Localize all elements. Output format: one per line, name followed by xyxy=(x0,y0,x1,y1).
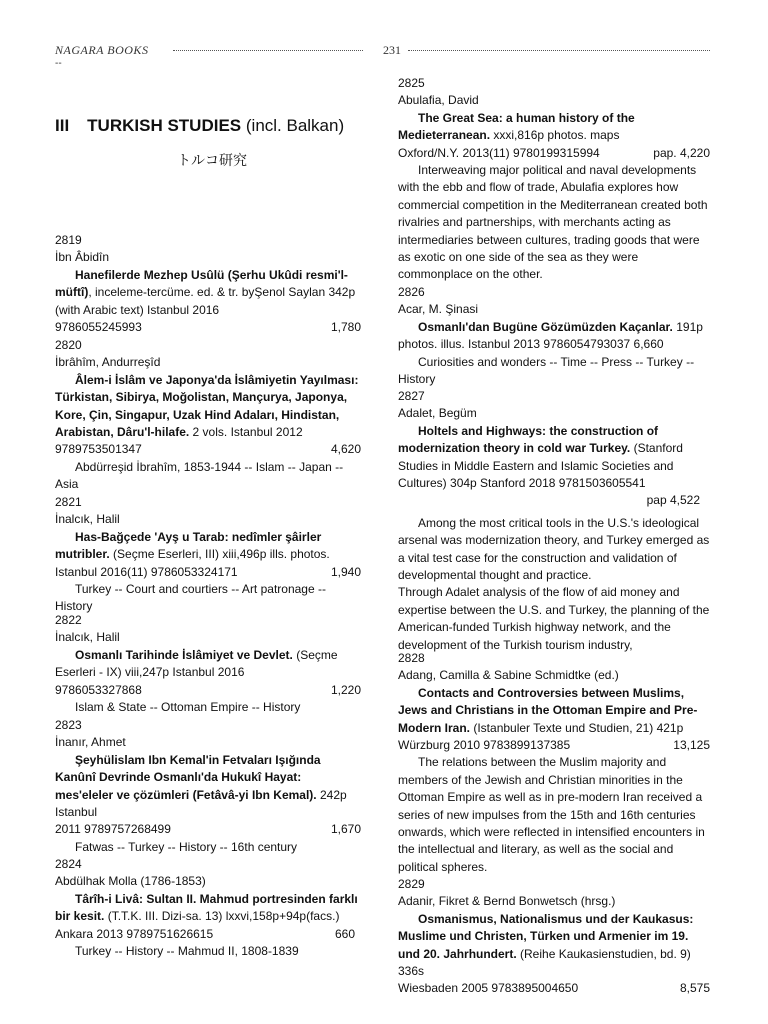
entry-author: Abulafia, David xyxy=(398,93,479,108)
entry-author: Abdülhak Molla (1786-1853) xyxy=(55,874,206,889)
section-roman: III xyxy=(55,116,70,135)
entry-abstract: Among the most critical tools in the U.S.'s ideological arsenal was modernization theory, and Turkey emerged as a vital test case for the construction and validation of developmental thought and practice. xyxy=(398,515,710,583)
entry-details: 242p Istanbul xyxy=(55,787,347,820)
entry-isbn-price xyxy=(55,319,361,336)
entry-details: (Istanbuler Texte und Studien, 21) 421p xyxy=(470,720,684,735)
entry-imprint-price xyxy=(55,821,361,838)
entry-details: , inceleme-tercüme. ed. & tr. byŞenol Saylan 342p (with Arabic text) Istanbul 2016 xyxy=(55,285,356,317)
entry-title: Âlem-i İslâm ve Japonya'da İslâmiyetin Yayılması: Türkistan, Sibirya, Moğolistan, Mançurya, Japonya, Kore, Çin, Singapur, Uzak Hind Adaları, Hindistan, Arabistan, Dâru'l-hilafe. 2 vols. Istanbul 2012 xyxy=(55,372,359,440)
entry-number: 2821 xyxy=(55,495,82,509)
entry-number: 2827 xyxy=(398,389,425,403)
entry-imprint: Würzburg 2010 9783899137385 xyxy=(398,738,571,753)
entry-imprint-price xyxy=(55,926,361,943)
header-leader-left xyxy=(173,50,363,51)
entry-details: (T.T.K. III. Dizi-sa. 13) lxxvi,158p+94p(facs.) xyxy=(104,909,340,924)
header-leader-right xyxy=(408,50,710,51)
entry-isbn: 9786053327868 xyxy=(55,682,142,697)
entry-author: İbrâhîm, Andurreşîd xyxy=(55,355,161,370)
entry-title: Osmanlı Tarihinde İslâmiyet ve Devlet. (Seçme Eserleri - IX) viii,247p Istanbul 2016 xyxy=(55,647,338,680)
entry-isbn-price xyxy=(55,441,361,458)
entry-author: İbn Âbidîn xyxy=(55,250,110,265)
entry-title: Şeyhülislam Ibn Kemal'in Fetvaları Işığında Kanûnî Devrinde Osmanlı'da Hukukî Hayat: mes'eleler ve çözümleri (Fetâvâ-yi Ibn Kemal). 242p Istanbul xyxy=(55,752,347,820)
entry-price: 1,220 xyxy=(330,682,361,697)
entry-details: (Seçme Eserleri, III) xiii,496p ills. photos. xyxy=(109,547,330,562)
entry-details: 191p xyxy=(672,319,703,334)
entry-price: pap. 4,220 xyxy=(653,145,710,160)
entry-details: 2 vols. Istanbul 2012 xyxy=(189,425,303,440)
entry-number: 2829 xyxy=(398,877,425,891)
entry-price: 1,780 xyxy=(330,320,361,335)
catalog-entry-2819 xyxy=(55,232,361,336)
catalog-entry-2828 xyxy=(398,650,710,876)
entry-imprint-price xyxy=(398,737,710,754)
entry-details: (Reihe Kaukasienstudien, bd. 9) 336s xyxy=(398,946,691,979)
entry-author: İnalcık, Halil xyxy=(55,512,120,527)
entry-title: Has-Bağçede 'Ayş u Tarab: nedîmler şâirler mutribler. (Seçme Eserleri, III) xiii,496p ills. photos. xyxy=(55,529,330,562)
entry-price: 4,620 xyxy=(330,442,361,457)
entry-title: Holtels and Highways: the construction of modernization theory in cold war Turkey. (Stanford Studies in Middle Eastern and Islamic Societies and Cultures) 304p Stanford 2018 9781503605541 xyxy=(398,423,683,491)
entry-number: 2826 xyxy=(398,285,425,299)
entry-number: 2824 xyxy=(55,857,82,871)
entry-abstract-continued: Through Adalet analysis of the flow of aid money and expertise between the U.S. and Turkey, the planning of the American-funded Turkish highway network, and the development of the Turkish tourism industry, xyxy=(398,585,710,652)
entry-number: 2820 xyxy=(55,338,82,352)
catalog-entry-2825 xyxy=(398,75,710,284)
entry-imprint: photos. illus. Istanbul 2013 9786054793037 6,660 xyxy=(398,337,664,352)
catalog-entry-2822 xyxy=(55,612,361,716)
entry-details: (Stanford Studies in Middle Eastern and Islamic Societies and Cultures) 304p Stanford 2018 9781503605541 xyxy=(398,441,683,491)
entry-number: 2819 xyxy=(55,233,82,247)
entry-title: Osmanismus, Nationalismus und der Kaukasus: Muslime und Christen, Türken und Armenier im 19. und 20. Jahrhundert. (Reihe Kaukasienstudien, bd. 9) 336s xyxy=(398,911,694,979)
entry-author: Adalet, Begüm xyxy=(398,406,477,421)
entry-subjects: Curiosities and wonders -- Time -- Press -- Turkey -- History xyxy=(398,354,695,387)
entry-price: 660 xyxy=(334,926,355,941)
entry-price: 13,125 xyxy=(673,738,710,753)
entry-price: 1,940 xyxy=(330,564,361,579)
entry-title: The Great Sea: a human history of the Medieterranean. xxxi,816p photos. maps xyxy=(398,110,635,143)
entry-details: xxxi,816p photos. maps xyxy=(490,128,620,143)
catalog-entry-2829 xyxy=(398,876,710,998)
entry-title: Osmanlı'dan Bugüne Gözümüzden Kaçanlar. 191p xyxy=(418,319,703,334)
entry-isbn: 9786055245993 xyxy=(55,320,142,335)
entry-subjects: Abdürreşid İbrahîm, 1853-1944 -- Islam -- Japan -- Asia xyxy=(55,459,344,492)
entry-details: (Seçme Eserleri - IX) viii,247p Istanbul 2016 xyxy=(55,647,338,680)
entry-number: 2823 xyxy=(55,718,82,732)
entry-abstract: The relations between the Muslim majority and members of the Jewish and Christian minorities in the Ottoman Empire as well as in pre-modern Iran received a series of new impulses from the 15th and 16th centuries onwards, which were reflected in intensified encounters in the intellectual and literary, as well as the social and political spheres. xyxy=(398,755,705,874)
section-heading xyxy=(55,116,344,136)
entry-author: İnalcık, Halil xyxy=(55,630,120,645)
entry-imprint-price xyxy=(55,564,361,581)
entry-isbn: 9789753501347 xyxy=(55,442,142,457)
entry-isbn-price xyxy=(55,682,361,699)
header-brand: NAGARA BOOKS xyxy=(55,43,149,57)
catalog-entry-2821 xyxy=(55,494,361,616)
entry-subjects: Turkey -- Court and courtiers -- Art patronage -- History xyxy=(55,582,326,614)
entry-author: Adang, Camilla & Sabine Schmidtke (ed.) xyxy=(398,668,619,683)
entry-author: Adanir, Fikret & Bernd Bonwetsch (hrsg.) xyxy=(398,894,616,909)
section-japanese-title: トルコ研究 xyxy=(177,152,247,168)
entry-price: pap 4,522 xyxy=(646,493,700,508)
section-subtitle: (incl. Balkan) xyxy=(245,116,345,135)
catalog-entry-2820 xyxy=(55,337,361,494)
entry-number: 2828 xyxy=(398,651,425,665)
entry-number: 2822 xyxy=(55,613,82,627)
entry-imprint: 2011 9789757268499 xyxy=(55,822,171,837)
entry-imprint: Istanbul 2016(11) 9786053324171 xyxy=(55,564,238,579)
entry-title: Hanefilerde Mezhep Usûlü (Şerhu Ukûdi resmi'l-müftî), inceleme-tercüme. ed. & tr. byŞenol Saylan 342p (with Arabic text) Istanbul 2016 xyxy=(55,267,356,317)
entry-title: Contacts and Controversies between Muslims, Jews and Christians in the Ottoman Empire and Pre-Modern Iran. (Istanbuler Texte und Studien, 21) 421p xyxy=(398,685,698,735)
entry-author: Acar, M. Şinasi xyxy=(398,302,479,317)
section-title: TURKISH STUDIES xyxy=(87,116,242,135)
entry-subjects: Islam & State -- Ottoman Empire -- History xyxy=(75,700,301,715)
entry-subjects: Fatwas -- Turkey -- History -- 16th century xyxy=(75,839,298,854)
catalog-entry-2823 xyxy=(55,717,361,856)
entry-subjects: Turkey -- History -- Mahmud II, 1808-1839 xyxy=(75,944,299,959)
entry-imprint-price xyxy=(398,980,710,997)
entry-imprint: Ankara 2013 9789751626615 xyxy=(55,926,214,941)
page-number: 231 xyxy=(383,43,401,57)
entry-number: 2825 xyxy=(398,76,425,90)
entry-price: 8,575 xyxy=(679,981,710,996)
entry-imprint: Oxford/N.Y. 2013(11) 9780199315994 xyxy=(398,145,600,160)
header-continuation-mark: -- xyxy=(55,58,62,69)
catalog-entry-2824 xyxy=(55,856,361,960)
catalog-entry-2826 xyxy=(398,284,710,388)
entry-imprint-price xyxy=(398,145,710,162)
entry-abstract: Interweaving major political and naval developments with the ebb and flow of trade, Abulafia explores how commercial competition in the Mediterranean created both rivalries and partnerships, with merchants acting as intermediaries between cultures, trading goods that were as exotic on one side of the sea as they were commonplace on the other. xyxy=(398,163,708,282)
catalog-entry-2827 xyxy=(398,388,710,654)
entry-price: 1,670 xyxy=(330,822,361,837)
entry-author: İnanır, Ahmet xyxy=(55,735,126,750)
entry-title: Târîh-i Livâ: Sultan II. Mahmud portresinden farklı bir kesit. (T.T.K. III. Dizi-sa. 13) lxxvi,158p+94p(facs.) xyxy=(55,891,358,924)
entry-imprint: Wiesbaden 2005 9783895004650 xyxy=(398,981,579,996)
